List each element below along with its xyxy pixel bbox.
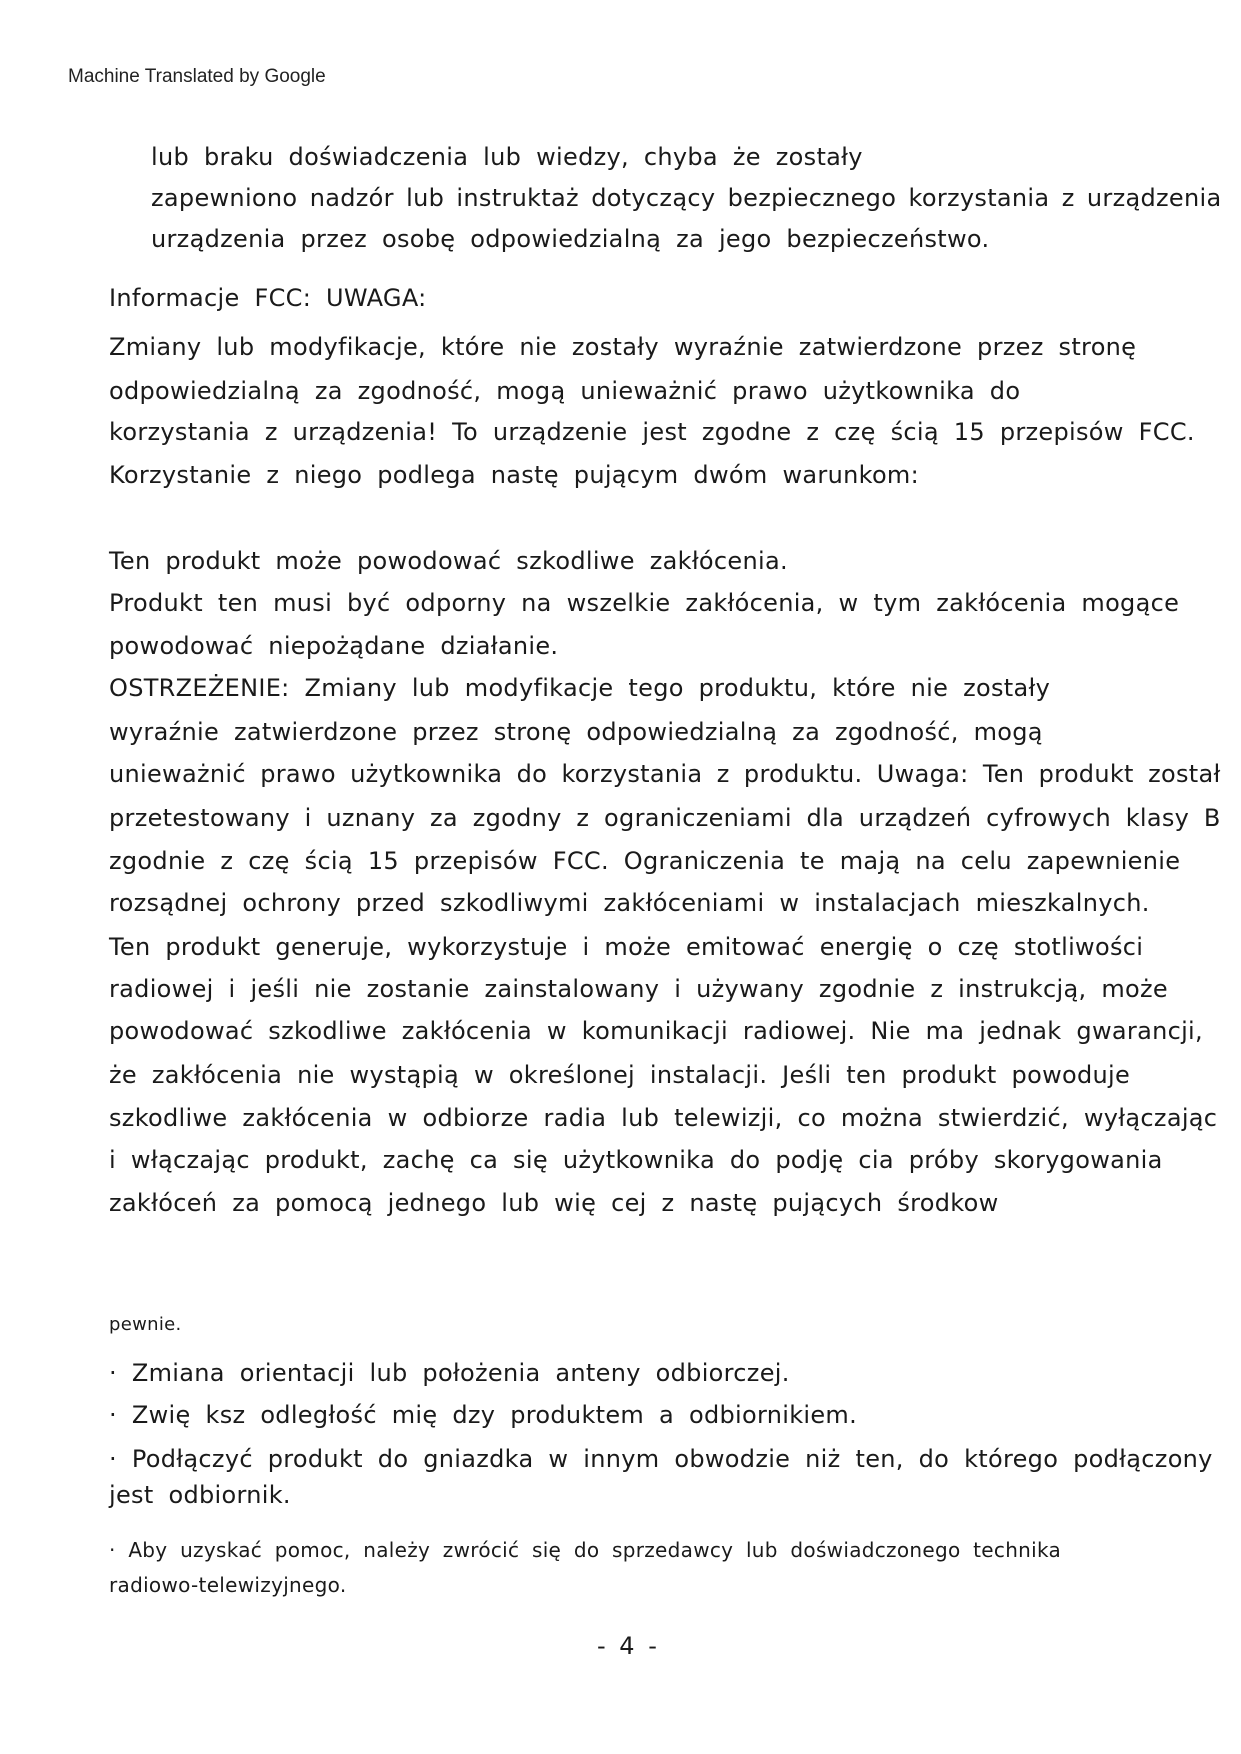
bullet-item-continuation: jest odbiornik. [109, 1481, 291, 1509]
conditions-line: Ten produkt generuje, wykorzystuje i może emitować energię o czę stotliwości [109, 933, 1144, 961]
fragment-text: pewnie. [109, 1314, 182, 1335]
conditions-line: zakłóceń za pomocą jednego lub wię cej z nastę pujących środkow [109, 1189, 999, 1217]
intro-line: zapewniono nadzór lub instruktaż dotyczący bezpiecznego korzystania z urządzenia [151, 184, 1222, 212]
conditions-line: wyraźnie zatwierdzone przez stronę odpowiedzialną za zgodność, mogą [109, 718, 1043, 746]
fcc-paragraph-line: Korzystanie z niego podlega nastę pującym dwóm warunkom: [109, 461, 919, 489]
conditions-line: powodować niepożądane działanie. [109, 632, 559, 660]
conditions-line: że zakłócenia nie wystąpią w określonej instalacji. Jeśli ten produkt powoduje [109, 1061, 1131, 1089]
fcc-paragraph-line: korzystania z urządzenia! To urządzenie jest zgodne z czę ścią 15 przepisów FCC. [109, 418, 1195, 446]
conditions-line: Produkt ten musi być odporny na wszelkie zakłócenia, w tym zakłócenia mogące [109, 589, 1180, 617]
bullet-item-small-continuation: radiowo-telewizyjnego. [109, 1573, 347, 1597]
bullet-item: · Zwię ksz odległość mię dzy produktem a odbiornikiem. [109, 1401, 858, 1429]
conditions-line: szkodliwe zakłócenia w odbiorze radia lub telewizji, co można stwierdzić, wyłączając [109, 1104, 1218, 1132]
bullet-item-small: · Aby uzyskać pomoc, należy zwrócić się do sprzedawcy lub doświadczonego technika [109, 1538, 1062, 1562]
page-number: - 4 - [597, 1632, 657, 1660]
bullet-item: · Zmiana orientacji lub położenia anteny odbiorczej. [109, 1359, 790, 1387]
conditions-line: i włączając produkt, zachę ca się użytkownika do podję cia próby skorygowania [109, 1146, 1163, 1174]
conditions-line: powodować szkodliwe zakłócenia w komunikacji radiowej. Nie ma jednak gwarancji, [109, 1017, 1203, 1045]
fcc-heading: Informacje FCC: UWAGA: [109, 284, 427, 312]
fcc-paragraph-line: odpowiedzialną za zgodność, mogą unieważnić prawo użytkownika do [109, 377, 1021, 405]
conditions-line: zgodnie z czę ścią 15 przepisów FCC. Ograniczenia te mają na celu zapewnienie [109, 847, 1181, 875]
intro-line: lub braku doświadczenia lub wiedzy, chyba że zostały [151, 143, 863, 171]
conditions-line: radiowej i jeśli nie zostanie zainstalowany i używany zgodnie z instrukcją, może [109, 975, 1168, 1003]
conditions-line: przetestowany i uznany za zgodny z ograniczeniami dla urządzeń cyfrowych klasy B [109, 804, 1221, 832]
conditions-line: unieważnić prawo użytkownika do korzystania z produktu. Uwaga: Ten produkt został [109, 760, 1221, 788]
fcc-paragraph-line: Zmiany lub modyfikacje, które nie zostały wyraźnie zatwierdzone przez stronę [109, 333, 1137, 361]
machine-translation-header: Machine Translated by Google [68, 66, 326, 87]
conditions-line: rozsądnej ochrony przed szkodliwymi zakłóceniami w instalacjach mieszkalnych. [109, 889, 1150, 917]
bullet-item: · Podłączyć produkt do gniazdka w innym obwodzie niż ten, do którego podłączony [109, 1445, 1213, 1473]
conditions-line: Ten produkt może powodować szkodliwe zakłócenia. [109, 547, 788, 575]
conditions-line: OSTRZEŻENIE: Zmiany lub modyfikacje tego produktu, które nie zostały [109, 674, 1051, 702]
intro-line: urządzenia przez osobę odpowiedzialną za jego bezpieczeństwo. [151, 225, 990, 253]
